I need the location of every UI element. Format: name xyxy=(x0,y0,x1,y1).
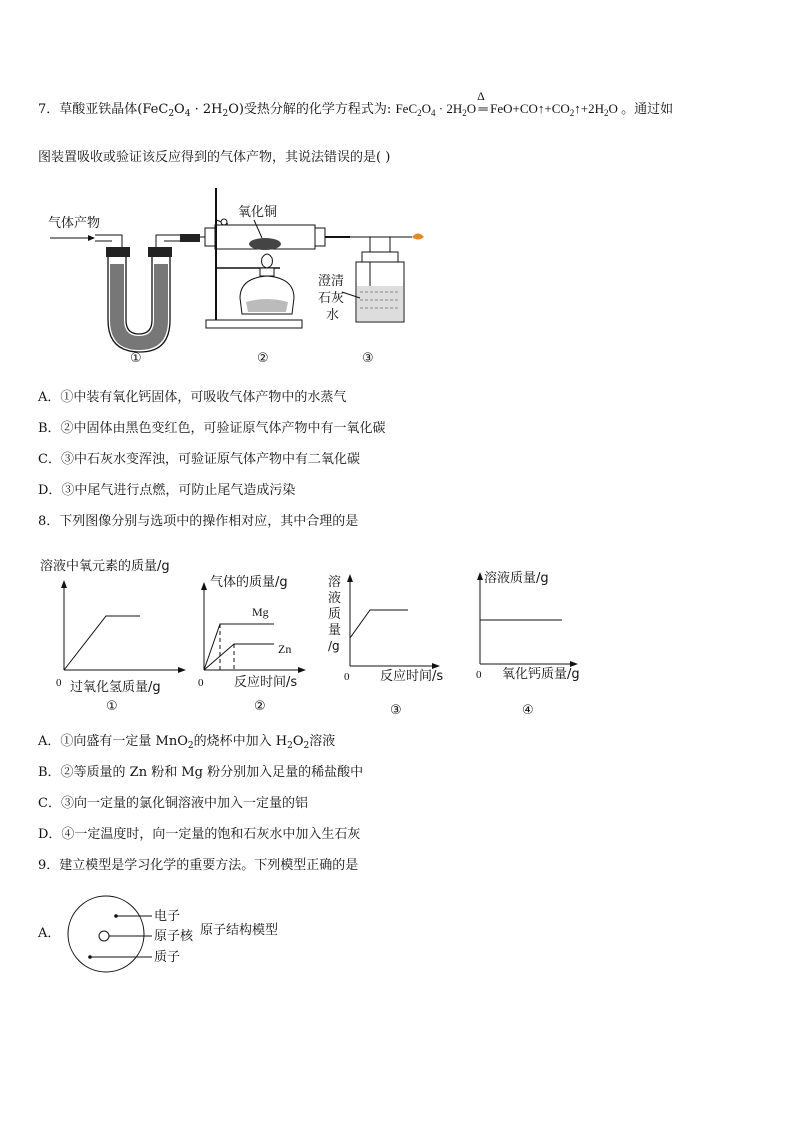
svg-text:0: 0 xyxy=(56,677,62,689)
graph-3 xyxy=(328,574,443,718)
q7-option-c: C．③中石灰水变浑浊，可验证原气体产物中有二氧化碳 xyxy=(38,452,360,467)
delta-equals: Δ ═ xyxy=(477,89,488,116)
q8-option-c: C．③向一定量的氯化铜溶液中加入一定量的铝 xyxy=(38,796,308,811)
q9-stem: 9．建立模型是学习化学的重要方法。下列模型正确的是 xyxy=(38,858,359,873)
model-name: 原子结构模型 xyxy=(200,923,279,938)
svg-text:0: 0 xyxy=(198,677,204,689)
figure-label-2: ② xyxy=(257,351,269,366)
arrow-icon xyxy=(50,235,95,241)
svg-text:③: ③ xyxy=(390,703,402,718)
q7-option-b: B．②中固体由黑色变红色，可验证原气体产物中有一氧化碳 xyxy=(38,421,386,436)
alcohol-lamp xyxy=(240,254,294,314)
svg-text:过氧化氢质量/g: 过氧化氢质量/g xyxy=(70,680,161,695)
svg-text:液: 液 xyxy=(328,591,342,606)
q8-option-d: D．④一定温度时，向一定量的饱和石灰水中加入生石灰 xyxy=(38,827,361,842)
chemical-equation: $FeC_2O_4 \cdot 2H_2O$ Δ ═ $FeO+CO↑+CO_2↑+2H_2O$ xyxy=(395,89,618,118)
limewater-label-1: 澄清 xyxy=(318,274,345,289)
figure-label-1: ① xyxy=(130,351,142,366)
graph-1-line xyxy=(64,616,140,670)
combustion-tube xyxy=(200,225,350,250)
label-nucleus: 原子核 xyxy=(154,929,194,944)
q7-option-d: D．③中尾气进行点燃，可防止尾气造成污染 xyxy=(38,483,296,498)
svg-text:反应时间/s: 反应时间/s xyxy=(234,675,298,690)
limewater-bottle xyxy=(350,234,424,323)
svg-text:0: 0 xyxy=(476,669,482,681)
svg-text:①: ① xyxy=(106,699,118,714)
cuo-label: 氧化铜 xyxy=(238,205,278,220)
q8-stem: 8．下列图像分别与选项中的操作相对应，其中合理的是 xyxy=(38,514,359,529)
label-electron: 电子 xyxy=(154,909,181,924)
svg-text:溶: 溶 xyxy=(328,575,342,590)
svg-text:气体的质量/g: 气体的质量/g xyxy=(210,575,288,590)
q7-stem-line1: 7．草酸亚铁晶体$(FeC_2O_4 \cdot 2H_2O)$受热分解的化学方程式为: $FeC_2O_4 \cdot 2H_2O$ Δ ═ $FeO+CO↑+CO_2↑+2H_2O$ 。通过如 xyxy=(38,89,674,119)
svg-text:溶液质量/g: 溶液质量/g xyxy=(484,571,549,586)
svg-text:质: 质 xyxy=(328,607,342,622)
q7-stem-line2: 图装置吸收或验证该反应得到的气体产物，其说法错误的是( ) xyxy=(38,150,391,165)
svg-text:④: ④ xyxy=(522,703,534,718)
figure-label-3: ③ xyxy=(362,351,374,366)
limewater-label-2: 石灰 xyxy=(318,291,345,306)
q8-option-b: B．②等质量的 Zn 粉和 Mg 粉分别加入足量的稀盐酸中 xyxy=(38,765,364,780)
gas-product-label: 气体产物 xyxy=(48,216,101,231)
series-mg-label: Mg xyxy=(252,605,269,619)
q8-option-a: A．①向盛有一定量 MnO$_2$的烧杯中加入 $H_2O_2$溶液 xyxy=(38,734,336,751)
graph-2-mg-line xyxy=(204,624,274,670)
svg-text:②: ② xyxy=(254,699,266,714)
graph-1 xyxy=(40,558,186,714)
q9-option-a-label: A． xyxy=(38,926,61,941)
svg-text:/g: /g xyxy=(328,639,340,653)
q7-apparatus-figure xyxy=(40,180,440,370)
svg-text:量: 量 xyxy=(328,623,342,638)
q7-option-a: A．①中装有氧化钙固体，可吸收气体产物中的水蒸气 xyxy=(38,390,347,405)
graph-2-zn-line xyxy=(204,644,274,670)
q8-graphs-figure xyxy=(38,552,598,722)
series-zn-label: Zn xyxy=(278,642,292,656)
svg-text:反应时间/s: 反应时间/s xyxy=(380,669,444,684)
graph-2 xyxy=(198,574,306,714)
flame-icon xyxy=(412,234,424,240)
svg-text:氧化钙质量/g: 氧化钙质量/g xyxy=(502,667,580,682)
svg-text:溶液中氧元素的质量/g: 溶液中氧元素的质量/g xyxy=(40,559,170,574)
label-proton: 质子 xyxy=(154,950,181,965)
svg-text:0: 0 xyxy=(344,671,350,683)
limewater-label-3: 水 xyxy=(326,308,340,323)
graph-3-line xyxy=(350,610,408,638)
graph-4 xyxy=(476,570,580,718)
u-tube xyxy=(95,234,200,352)
atom-model-figure xyxy=(60,894,320,974)
